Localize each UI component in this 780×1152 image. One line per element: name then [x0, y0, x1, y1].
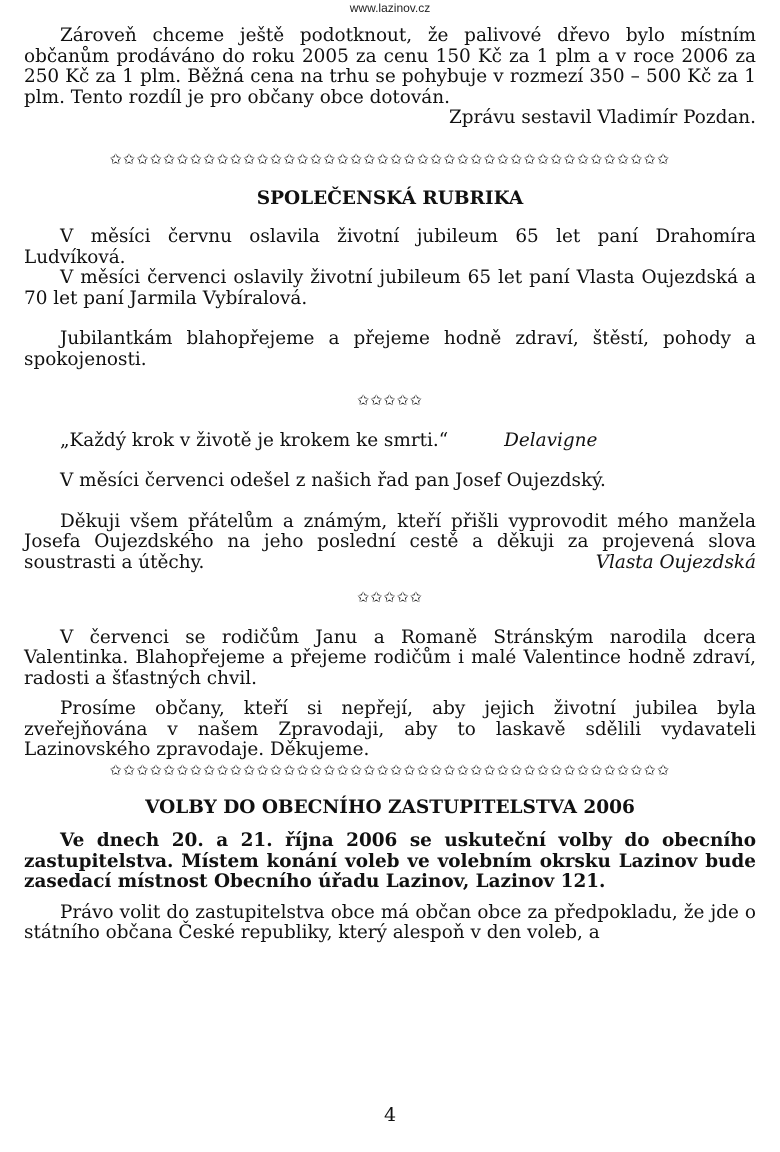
thanks-text: Děkuji všem přátelům a známým, kteří přišli vyprovodit mého manžela Josefa Oujezdského na jeho poslední cestě a děkuji za projevená slova soustrasti a útěchy. — [24, 510, 756, 573]
election-announcement: Ve dnech 20. a 21. října 2006 se uskuteční volby do obecního zastupitelstva. Místem konání voleb ve volebním okrsku Lazinov bude zasedací místnost Obecního úřadu Lazinov, Lazinov 121. — [24, 830, 756, 893]
thanks-signature: Vlasta Oujezdská — [595, 551, 756, 573]
star-separator: ✩✩✩✩✩✩✩✩✩✩✩✩✩✩✩✩✩✩✩✩✩✩✩✩✩✩✩✩✩✩✩✩✩✩✩✩✩✩✩✩✩✩ — [109, 151, 671, 168]
privacy-request: Prosíme občany, kteří si nepřejí, aby jejich životní jubilea byla zveřejňována v našem Zpravodaji, aby to laskavě sdělili vydavateli Lazinovského zpravodaje. Děkujeme. — [24, 698, 756, 761]
jubilee-june: V měsíci červnu oslavila životní jubileum 65 let paní Drahomíra Ludvíková. — [24, 225, 756, 268]
star-separator-small: ✩✩✩✩✩ — [357, 589, 423, 606]
page-number: 4 — [383, 1104, 397, 1126]
thanks-paragraph — [24, 512, 756, 574]
quote-text: „Každý krok v životě je krokem ke smrti.“ — [60, 429, 449, 451]
page-content — [24, 26, 756, 944]
obituary: V měsíci červenci odešel z našich řad pan Josef Oujezdský. — [60, 470, 606, 492]
site-url[interactable]: www.lazinov.cz — [349, 1, 431, 15]
intro-signature: Zprávu sestavil Vladimír Pozdan. — [448, 107, 756, 129]
quote — [24, 431, 756, 452]
jubilee-july: V měsíci červenci oslavily životní jubileum 65 let paní Vlasta Oujezdská a 70 let paní Jarmila Vybíralová. — [24, 267, 756, 309]
intro-paragraph: Zároveň chceme ještě podotknout, že palivové dřevo bylo místním občanům prodáváno do roku 2005 za cenu 150 Kč za 1 plm a v roce 2006 za 250 Kč za 1 plm. Běžná cena na trhu se pohybuje v rozmezí 350 – 500 Kč za 1 plm. Tento rozdíl je pro občany obce dotován. — [24, 25, 756, 108]
star-separator: ✩✩✩✩✩✩✩✩✩✩✩✩✩✩✩✩✩✩✩✩✩✩✩✩✩✩✩✩✩✩✩✩✩✩✩✩✩✩✩✩✩✩ — [109, 763, 671, 780]
birth-announcement: V červenci se rodičům Janu a Romaně Stránským narodila dcera Valentinka. Blahopřejeme a přejeme rodičům i malé Valentince hodně zdraví, radosti a šťastných chvil. — [24, 626, 756, 689]
right-to-vote: Právo volit do zastupitelstva obce má občan obce za předpokladu, že jde o státního občana České republiky, který alespoň v den voleb, a — [24, 901, 756, 944]
quote-author: Delavigne — [504, 429, 598, 451]
congratulations: Jubilantkám blahopřejeme a přejeme hodně zdraví, štěstí, pohody a spokojenosti. — [24, 328, 756, 370]
section-title-elections: VOLBY DO OBECNÍHO ZASTUPITELSTVA 2006 — [145, 797, 635, 819]
section-title-social: SPOLEČENSKÁ RUBRIKA — [256, 187, 524, 209]
star-separator-small: ✩✩✩✩✩ — [357, 392, 423, 409]
